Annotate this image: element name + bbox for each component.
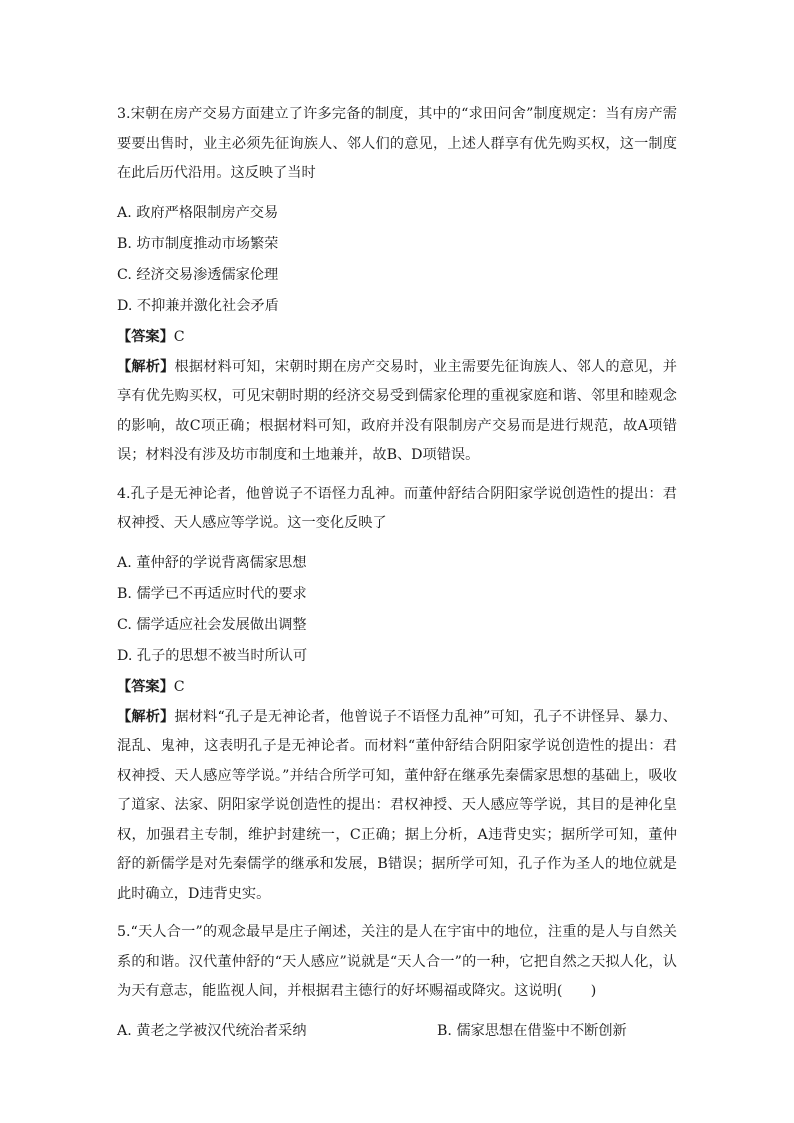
question-3-option-c: C. 经济交易渗透儒家伦理 bbox=[117, 266, 279, 283]
answer-label: 【答案】 bbox=[117, 678, 174, 695]
question-4-option-d: D. 孔子的思想不被当时所认可 bbox=[117, 647, 308, 664]
question-3-option-b: B. 坊市制度推动市场繁荣 bbox=[117, 235, 279, 252]
document-body bbox=[117, 100, 677, 1047]
question-4-analysis bbox=[117, 703, 677, 910]
question-5-stem: 5.“天人合一”的观念最早是庄子阐述，关注的是人在宇宙中的地位，注重的是人与自然关系的和谐。汉代董仲舒的“天人感应”说就是“天人合一”的一种，它把自然之天拟人化，认为天有意志，能监视人间，并根据君主德行的好坏赐福或降灾。这说明( ) bbox=[117, 924, 677, 999]
question-3-stem: 3.宋朝在房产交易方面建立了许多完备的制度，其中的“求田问舍”制度规定：当有房产需要要出售时，业主必须先征询族人、邻人们的意见，上述人群享有优先购买权，这一制度在此后历代沿用。这反映了当时 bbox=[117, 106, 677, 181]
question-4-option-a: A. 董仲舒的学说背离儒家思想 bbox=[117, 554, 307, 571]
question-4-stem: 4.孔子是无神论者，他曾说子不语怪力乱神。而董仲舒结合阴阳家学说创造性的提出：君权神授、天人感应等学说。这一变化反映了 bbox=[117, 485, 677, 531]
question-3-option-d: D. 不抑兼并激化社会矛盾 bbox=[117, 297, 279, 314]
question-4-answer bbox=[117, 672, 677, 703]
question-5-option-a: A. 黄老之学被汉代统治者采纳 bbox=[117, 1022, 307, 1039]
answer-value: C bbox=[173, 678, 185, 695]
question-3-answer bbox=[117, 322, 677, 353]
answer-label: 【答案】 bbox=[117, 328, 174, 345]
question-4-option-c: C. 儒学适应社会发展做出调整 bbox=[117, 616, 307, 633]
question-5-options-row bbox=[117, 1016, 677, 1047]
question-3-option-a: A. 政府严格限制房产交易 bbox=[117, 204, 279, 221]
analysis-label: 【解析】 bbox=[117, 358, 175, 375]
question-3-analysis bbox=[117, 353, 677, 471]
question-4-option-b: B. 儒学已不再适应时代的要求 bbox=[117, 585, 307, 602]
answer-value: C bbox=[173, 328, 185, 345]
question-5-option-b: B. 儒家思想在借鉴中不断创新 bbox=[437, 1022, 627, 1039]
analysis-text: 根据材料可知，宋朝时期在房产交易时，业主需要先征询族人、邻人的意见，并享有优先购买权，可见宋朝时期的经济交易受到儒家伦理的重视家庭和谐、邻里和睦观念的影响，故C项正确；根据材料可知，政府并没有限制房产交易而是进行规范，故A项错误；材料没有涉及坊市制度和土地兼并，故B、D项错误。 bbox=[117, 358, 677, 463]
analysis-text: 据材料“孔子是无神论者，他曾说子不语怪力乱神”可知，孔子不讲怪异、暴力、混乱、鬼神，这表明孔子是无神论者。而材料“董仲舒结合阴阳家学说创造性的提出：君权神授、天人感应等学说。”并结合所学可知，董仲舒在继承先秦儒家思想的基础上，吸收了道家、法家、阴阳家学说创造性的提出：君权神授、天人感应等学说，其目的是神化皇权，加强君主专制，维护封建统一，C正确；据上分析，A违背史实；据所学可知，董仲舒的新儒学是对先秦儒学的继承和发展，B错误；据所学可知，孔子作为圣人的地位就是此时确立，D违背史实。 bbox=[117, 708, 677, 902]
analysis-label: 【解析】 bbox=[117, 708, 175, 725]
